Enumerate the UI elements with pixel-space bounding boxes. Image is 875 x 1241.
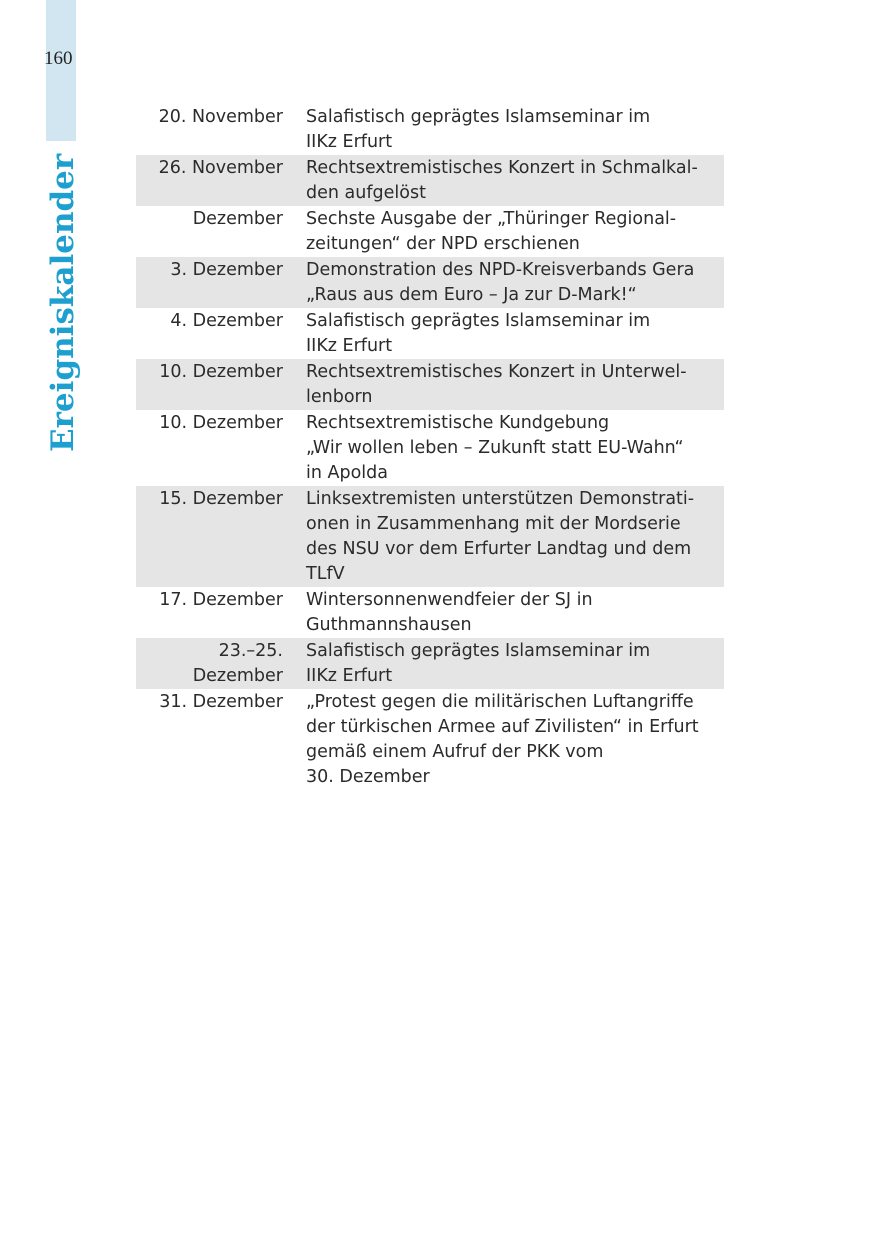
event-date: 26. November bbox=[158, 158, 283, 178]
event-description: „Protest gegen die militärischen Luftangriffe der türkischen Armee auf Zivilisten“ in Erfurt gemäß einem Aufruf der PKK vom 30. Dezember bbox=[306, 692, 699, 787]
event-row bbox=[136, 689, 724, 790]
event-row bbox=[136, 308, 724, 359]
event-date: 31. Dezember bbox=[159, 692, 283, 712]
event-description: Salafistisch geprägtes Islamseminar im IIKz Erfurt bbox=[306, 311, 651, 356]
event-row bbox=[136, 410, 724, 486]
event-row bbox=[136, 587, 724, 638]
event-description: Rechtsextremistisches Konzert in Schmalkal- den aufgelöst bbox=[306, 158, 698, 203]
event-date: 23.–25. Dezember bbox=[192, 641, 283, 686]
event-date: 4. Dezember bbox=[170, 311, 283, 331]
event-description: Wintersonnenwendfeier der SJ in Guthmannshausen bbox=[306, 590, 593, 635]
event-row bbox=[136, 104, 724, 155]
event-row bbox=[136, 638, 724, 689]
event-calendar-table bbox=[136, 104, 724, 790]
event-row bbox=[136, 257, 724, 308]
event-row bbox=[136, 486, 724, 587]
section-title: Ereigniskalender bbox=[45, 153, 81, 452]
event-description: Salafistisch geprägtes Islamseminar im IIKz Erfurt bbox=[306, 107, 651, 152]
event-description: Rechtsextremistisches Konzert in Unterwel- lenborn bbox=[306, 362, 687, 407]
event-description: Sechste Ausgabe der „Thüringer Regional- zeitungen“ der NPD erschienen bbox=[306, 209, 677, 254]
event-date: 20. November bbox=[158, 107, 283, 127]
event-row bbox=[136, 206, 724, 257]
event-date: 15. Dezember bbox=[159, 489, 283, 509]
event-description: Salafistisch geprägtes Islamseminar im IIKz Erfurt bbox=[306, 641, 651, 686]
event-description: Demonstration des NPD-Kreisverbands Gera „Raus aus dem Euro – Ja zur D-Mark!“ bbox=[306, 260, 695, 305]
event-date: 3. Dezember bbox=[170, 260, 283, 280]
event-date: 17. Dezember bbox=[159, 590, 283, 610]
event-row bbox=[136, 155, 724, 206]
event-description: Rechtsextremistische Kundgebung „Wir wollen leben – Zukunft statt EU-Wahn“ in Apolda bbox=[306, 413, 684, 483]
event-date: Dezember bbox=[192, 209, 283, 229]
page-number: 160 bbox=[44, 48, 73, 69]
event-row bbox=[136, 359, 724, 410]
event-date: 10. Dezember bbox=[159, 413, 283, 433]
event-date: 10. Dezember bbox=[159, 362, 283, 382]
event-description: Linksextremisten unterstützen Demonstrati- onen in Zusammenhang mit der Mordserie des NSU vor dem Erfurter Landtag und dem TLfV bbox=[306, 489, 695, 584]
